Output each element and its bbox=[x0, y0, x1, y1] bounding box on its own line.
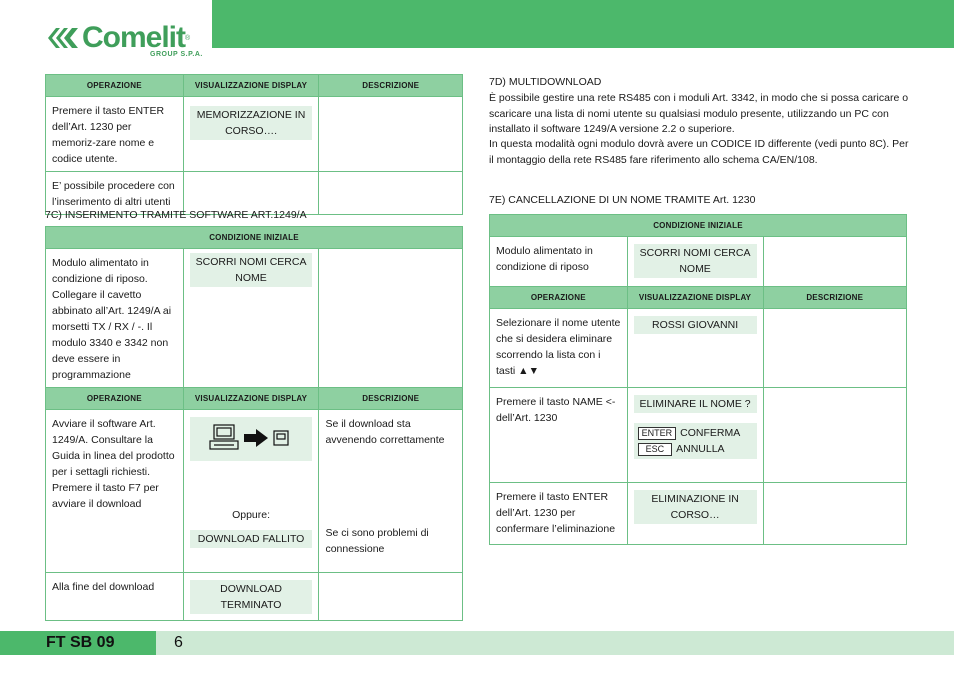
cancel-label: ANNULLA bbox=[676, 443, 725, 455]
operation-text: Premere il tasto NAME <- dell’Art. 1230 bbox=[496, 396, 616, 424]
table-software-insert bbox=[45, 226, 463, 621]
section-title-7e: 7E) CANCELLAZIONE DI UN NOME TRAMITE Art. 1230 bbox=[489, 194, 756, 206]
table-row bbox=[46, 97, 463, 172]
description-fail: Se ci sono problemi di connessione bbox=[325, 527, 429, 555]
operation-text: Modulo alimentato in condizione di riposo. Collegare il cavetto abbinato all’Art. 1249/A ai morsetti TX / RX / -. Il modulo 3340 e 3342 non deve essere in programmazione bbox=[52, 257, 172, 381]
initial-condition-header: CONDIZIONE INIZIALE bbox=[46, 227, 463, 249]
multidownload-text-1: È possibile gestire una rete RS485 con i moduli Art. 3342, in modo che si possa caricare o scaricare una lista di nomi utente su qualsiasi modulo presente, utilizzando un PC con installato il software 1249/A versione 2.2 o superiore. bbox=[489, 92, 909, 135]
oppure-label: Oppure: bbox=[232, 509, 271, 521]
cancel-line bbox=[638, 441, 753, 457]
confirm-line bbox=[638, 425, 753, 441]
col-header-display: VISUALIZZAZIONE DISPLAY bbox=[183, 75, 319, 97]
operation-text: Premere il tasto ENTER dell’Art. 1230 per memoriz-zare nome e codice utente. bbox=[52, 105, 165, 165]
table-row bbox=[490, 483, 907, 545]
operation-text: Avviare il software Art. 1249/A. Consultare la Guida in linea del prodotto per i settagli richiesti. Premere il tasto F7 per avviare il download bbox=[52, 418, 175, 510]
footer-document-code: FT SB 09 bbox=[46, 634, 115, 651]
section-title-7c: 7C) INSERIMENTO TRAMITE SOFTWARE ART.1249/A bbox=[45, 209, 307, 221]
display-box: SCORRI NOMI CERCA NOME bbox=[190, 253, 313, 287]
esc-key-icon: ESC bbox=[638, 443, 673, 456]
multidownload-text-2: In questa modalità ogni modulo dovrà avere un CODICE ID differente (vedi punto 8C). Per il montaggio della rete RS485 fare riferimento allo schema CA/EN/108. bbox=[489, 138, 909, 166]
display-box: ROSSI GIOVANNI bbox=[634, 316, 757, 334]
col-header-display: VISUALIZZAZIONE DISPLAY bbox=[183, 388, 319, 410]
operation-text: Selezionare il nome utente che si desidera eliminare scorrendo la lista con i tasti ▲▼ bbox=[496, 317, 621, 377]
operation-text: Modulo alimentato in condizione di riposo bbox=[496, 245, 593, 273]
table-row bbox=[490, 309, 907, 388]
table-row bbox=[490, 237, 907, 287]
display-box: ELIMINARE IL NOME ? bbox=[634, 395, 757, 413]
col-header-descrizione: DESCRIZIONE bbox=[319, 388, 463, 410]
col-header-descrizione: DESCRIZIONE bbox=[763, 287, 906, 309]
confirm-label: CONFERMA bbox=[680, 427, 741, 439]
pc-to-module-icon bbox=[206, 421, 296, 457]
table-delete-name bbox=[489, 214, 907, 545]
col-header-operazione: OPERAZIONE bbox=[46, 75, 184, 97]
logo-wordmark: Comelit bbox=[82, 21, 186, 54]
logo-group-text: GROUP S.P.A. bbox=[150, 51, 203, 58]
display-box: ELIMINAZIONE IN CORSO… bbox=[634, 490, 757, 524]
col-header-display: VISUALIZZAZIONE DISPLAY bbox=[627, 287, 763, 309]
table-row bbox=[46, 573, 463, 621]
display-box: MEMORIZZAZIONE IN CORSO…. bbox=[190, 106, 313, 140]
table-row bbox=[490, 388, 907, 483]
operation-text: E’ possibile procedere con l’inserimento di altri utenti bbox=[52, 180, 175, 208]
page-number: 6 bbox=[174, 634, 183, 651]
display-box: DOWNLOAD TERMINATO bbox=[190, 580, 313, 614]
table-memorize bbox=[45, 74, 463, 215]
col-header-operazione: OPERAZIONE bbox=[46, 388, 184, 410]
col-header-operazione: OPERAZIONE bbox=[490, 287, 628, 309]
comelit-logo bbox=[46, 21, 190, 55]
display-box: SCORRI NOMI CERCA NOME bbox=[634, 244, 757, 278]
description-ok: Se il download sta avvenendo correttamente bbox=[325, 418, 445, 446]
display-key-panel bbox=[634, 423, 757, 459]
table-row bbox=[46, 249, 463, 388]
logo-registered: ® bbox=[185, 34, 191, 42]
table-row bbox=[46, 410, 463, 573]
comelit-mark-icon bbox=[46, 23, 80, 53]
enter-key-icon: ENTER bbox=[638, 427, 677, 440]
pc-download-illustration bbox=[190, 417, 313, 461]
operation-text: Premere il tasto ENTER dell’Art. 1230 per confermare l’eliminazione bbox=[496, 491, 616, 535]
section-title-7d: 7D) MULTIDOWNLOAD bbox=[489, 76, 602, 88]
initial-condition-header: CONDIZIONE INIZIALE bbox=[490, 215, 907, 237]
col-header-descrizione: DESCRIZIONE bbox=[319, 75, 463, 97]
operation-text: Alla fine del download bbox=[52, 581, 155, 593]
display-box-failed: DOWNLOAD FALLITO bbox=[190, 530, 313, 548]
